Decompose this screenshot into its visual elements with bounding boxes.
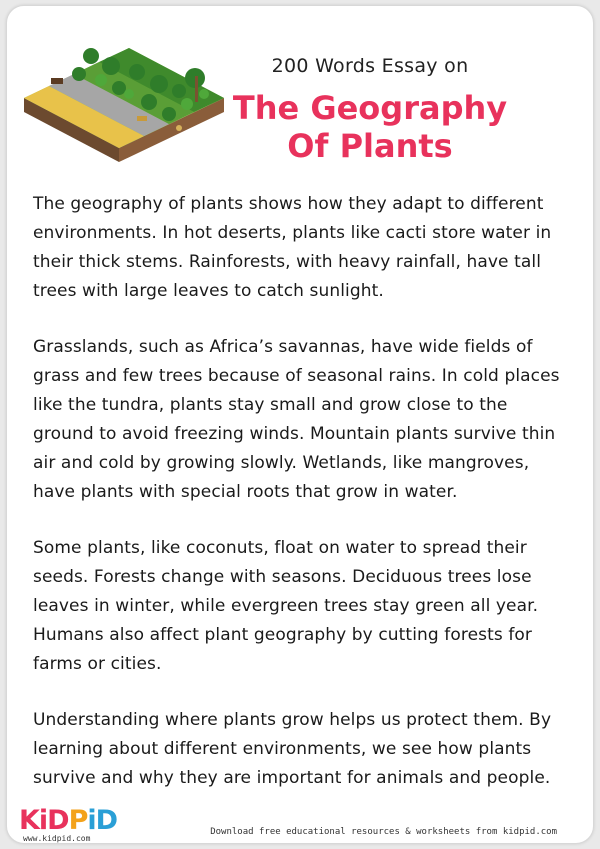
page-title: The Geography Of Plants [232, 89, 508, 165]
essay-paragraph: Some plants, like coconuts, float on water to spread their seeds. Forests change with seasons. Deciduous trees lose leaves in winter, while evergreen trees stay green all year. Humans also affect plant geography by cutting forests for farms or cities. [33, 538, 539, 674]
essay-body [33, 190, 573, 820]
footer-download-note: Download free educational resources & worksheets from kidpid.com [210, 827, 557, 837]
logo-url[interactable]: www.kidpid.com [23, 834, 91, 843]
essay-paragraph: The geography of plants shows how they adapt to different environments. In hot deserts, plants like cacti store water in their thick stems. Rainforests, with heavy rainfall, have tall trees with large leaves to catch sunlight. [33, 194, 552, 301]
kidpid-logo [19, 807, 117, 834]
essay-paragraph: Understanding where plants grow helps us protect them. By learning about different environments, we see how plants survive and why they are important for animals and people. [33, 710, 552, 788]
logo-part: KiD [19, 805, 69, 836]
worksheet-page [6, 5, 594, 844]
logo-part: iD [87, 805, 118, 836]
essay-subtitle: 200 Words Essay on [271, 55, 469, 77]
essay-paragraph: Grasslands, such as Africa’s savannas, have wide fields of grass and few trees because of seasonal rains. In cold places like the tundra, plants stay small and grow close to the ground to avoid freezing winds. Mountain plants survive thin air and cold by growing slowly. Wetlands, like mangroves, have plants with special roots that grow in water. [33, 337, 560, 502]
logo-part: P [68, 805, 88, 836]
plant-biomes-illustration-icon [19, 36, 229, 166]
